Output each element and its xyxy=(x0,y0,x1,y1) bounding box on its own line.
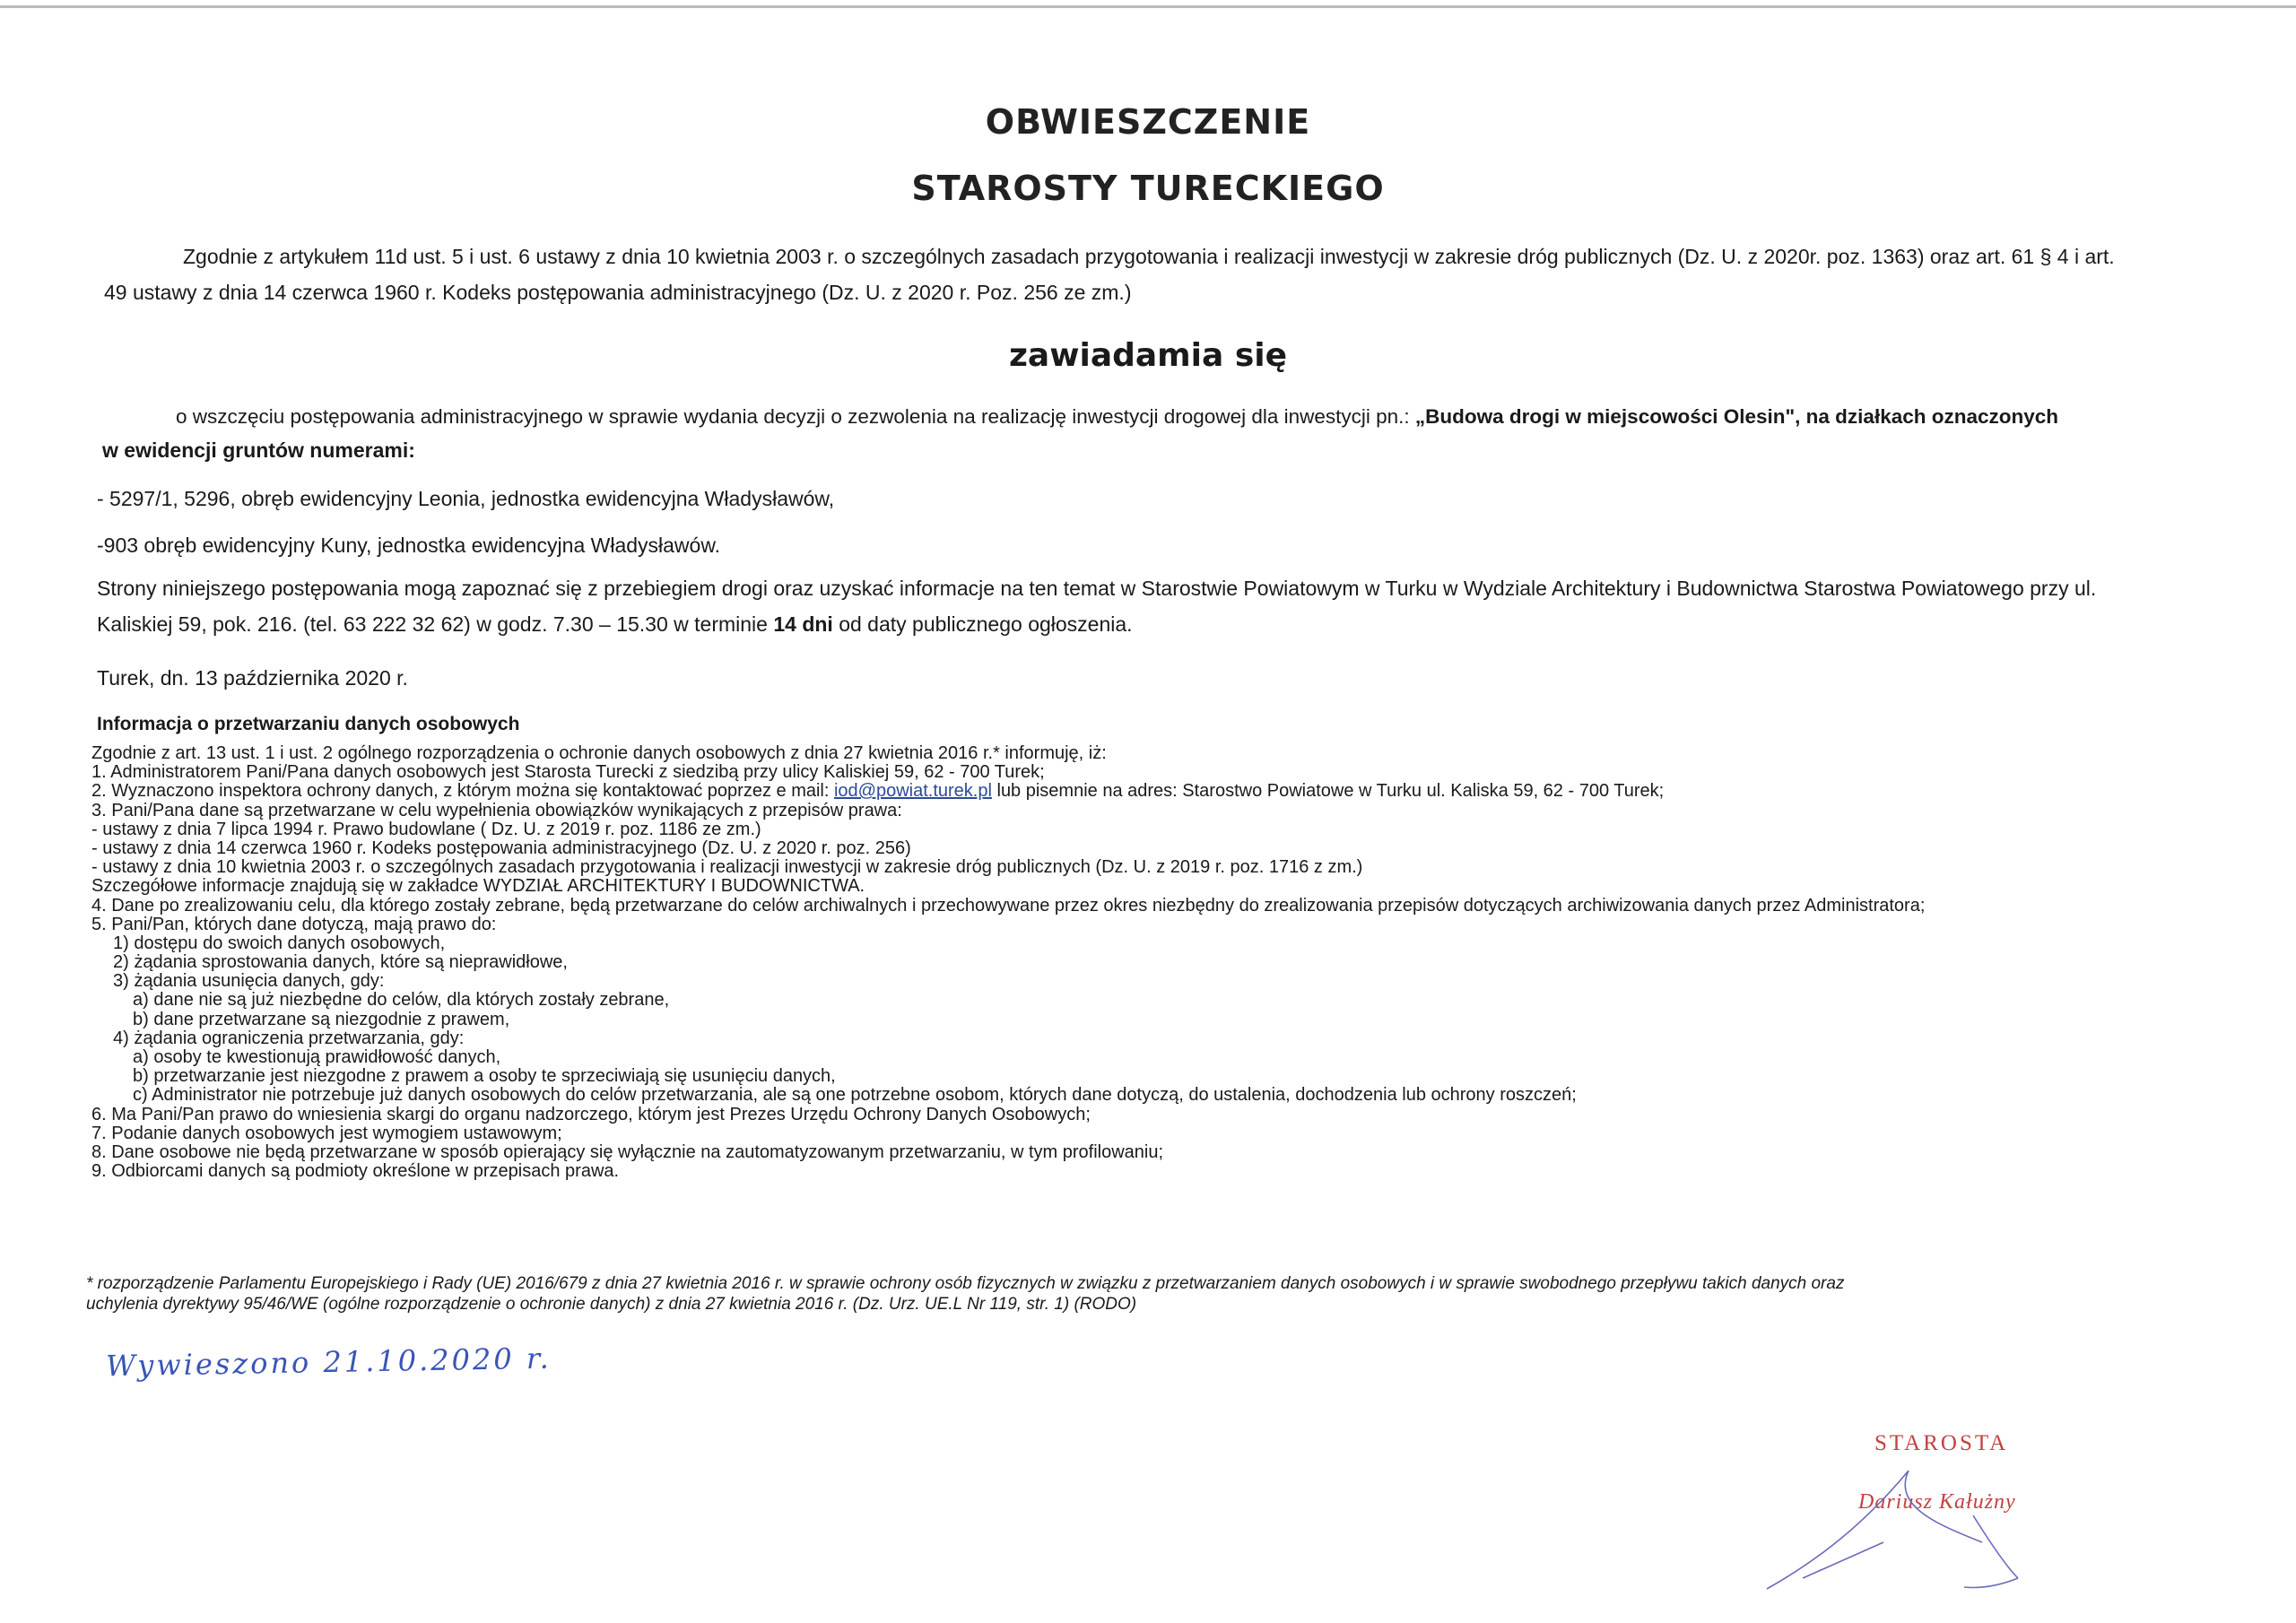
gdpr-line-text: 2. Wyznaczono inspektora ochrony danych, z którym można się kontaktować poprzez e mail: xyxy=(91,781,834,802)
gdpr-line: b) dane przetwarzane są niezgodnie z prawem, xyxy=(133,1009,510,1029)
signature-icon xyxy=(1749,1453,2036,1596)
gdpr-line: - ustawy z dnia 10 kwietnia 2003 r. o szczególnych zasadach przygotowania i realizacji inwestycji w zakresie dróg publicznych (Dz. U. z 2019 r. poz. 1716 z zm.) xyxy=(91,857,1363,878)
footnote-line-2: uchylenia dyrektywy 95/46/WE (ogólne rozporządzenie o ochronie danych) z dnia 27 kwietnia 2016 r. (Dz. Urz. UE.L Nr 119, str. 1) (RODO) xyxy=(86,1295,1137,1314)
gdpr-line: a) dane nie są już niezbędne do celów, dla których zostały zebrane, xyxy=(133,990,670,1011)
gdpr-line: a) osoby te kwestionują prawidłowość danych, xyxy=(133,1047,501,1067)
investment-name: „Budowa drogi w miejscowości Olesin", na działkach oznaczonych xyxy=(1414,405,2058,428)
document-date: Turek, dn. 13 października 2020 r. xyxy=(97,666,408,690)
gdpr-line xyxy=(91,782,1925,801)
gdpr-line: - ustawy z dnia 14 czerwca 1960 r. Kodeks postępowania administracyjnego (Dz. U. z 2020 r. poz. 256) xyxy=(91,838,911,858)
gdpr-line: Zgodnie z art. 13 ust. 1 i ust. 2 ogólnego rozporządzenia o ochronie danych osobowych z dnia 27 kwietnia 2016 r.* informuję, iż: xyxy=(91,743,1107,763)
gdpr-clause xyxy=(91,744,1925,1181)
gdpr-line: c) Administrator nie potrzebuje już danych osobowych do celów przetwarzania, ale są one potrzebne osobom, których dane dotyczą, do ustalenia, dochodzenia lub ochrony roszczeń; xyxy=(133,1085,1577,1106)
gdpr-line-text: lub pisemnie na adres: Starostwo Powiatowe w Turku ul. Kaliska 59, 62 - 700 Turek; xyxy=(991,781,1665,802)
gdpr-line: 1) dostępu do swoich danych osobowych, xyxy=(113,933,446,953)
gdpr-line: 5. Pani/Pan, których dane dotyczą, mają prawo do: xyxy=(91,914,497,934)
gdpr-line: - ustawy z dnia 7 lipca 1994 r. Prawo budowlane ( Dz. U. z 2019 r. poz. 1186 ze zm.) xyxy=(91,819,761,839)
gdpr-line: 8. Dane osobowe nie będą przetwarzane w sposób opierający się wyłącznie na zautomatyzowanym przetwarzaniu, w tym profilowaniu; xyxy=(91,1141,1164,1162)
gdpr-line: 2) żądania sprostowania danych, które są nieprawidłowe, xyxy=(113,952,568,973)
gdpr-title: Informacja o przetwarzaniu danych osobowych xyxy=(97,714,520,734)
page-subtitle: STAROSTY TURECKIEGO xyxy=(911,169,1385,208)
gdpr-line: 6. Ma Pani/Pan prawo do wniesienia skargi do organu nadzorczego, którym jest Prezes Urzędu Ochrony Danych Osobowych; xyxy=(91,1104,1091,1124)
footnote-line-1: * rozporządzenie Parlamentu Europejskiego i Rady (UE) 2016/679 z dnia 27 kwietnia 2016 r. w sprawie ochrony osób fizycznych w związku z przetwarzaniem danych osobowych i w sprawie swobodnego przepływu takich danych oraz xyxy=(86,1274,1845,1293)
body-paragraph-2-line-1: Strony niniejszego postępowania mogą zapoznać się z przebiegiem drogi oraz uzyskać informacje na ten temat w Starostwie Powiatowym w Turku w Wydziale Architektury i Budownictwa Starostwa Powiatowego przy ul. xyxy=(97,577,2097,600)
gdpr-line: 4. Dane po zrealizowaniu celu, dla którego zostały zebrane, będą przetwarzane do celów archiwalnych i przechowywane przez okres niezbędny do zrealizowania przepisów dotyczących archiwizowania danych przez Administratora; xyxy=(91,895,1926,916)
handwritten-posting-note: Wywieszono 21.10.2020 r. xyxy=(105,1341,552,1384)
deadline-suffix: od daty publicznego ogłoszenia. xyxy=(832,612,1133,636)
deadline: 14 dni xyxy=(773,612,833,636)
parcels-line-2: -903 obręb ewidencyjny Kuny, jednostka ewidencyjna Władysławów. xyxy=(97,534,721,557)
body-paragraph-2-line-2 xyxy=(97,610,1133,639)
parcels-intro: w ewidencji gruntów numerami: xyxy=(102,438,415,462)
gdpr-line: 1. Administratorem Pani/Pana danych osobowych jest Starosta Turecki z siedzibą przy ulicy Kaliskiej 59, 62 - 700 Turek; xyxy=(91,762,1045,783)
body-paragraph-1 xyxy=(176,402,2058,431)
email-link[interactable]: iod@powiat.turek.pl xyxy=(833,781,992,802)
body-paragraph-1-text: o wszczęciu postępowania administracyjnego w sprawie wydania decyzji o zezwolenia na realizację inwestycji drogowej dla inwestycji pn.: xyxy=(176,405,1415,428)
stamp-name: Dariusz Kałużny xyxy=(1858,1490,2016,1514)
scan-top-edge xyxy=(0,5,2296,8)
gdpr-line: b) przetwarzanie jest niezgodne z prawem a osoby te sprzeciwiają się usunięciu danych, xyxy=(133,1066,836,1087)
gdpr-line: 9. Odbiorcami danych są podmioty określone w przepisach prawa. xyxy=(91,1161,620,1182)
footnote xyxy=(86,1273,1844,1315)
gdpr-line: 7. Podanie danych osobowych jest wymogiem ustawowym; xyxy=(91,1123,562,1143)
announcement-heading: zawiadamia się xyxy=(1008,337,1288,374)
stamp-title: STAROSTA xyxy=(1874,1431,2009,1455)
parcels-line-1: - 5297/1, 5296, obręb ewidencyjny Leonia, jednostka ewidencyjna Władysławów, xyxy=(97,487,835,510)
gdpr-line: 4) żądania ograniczenia przetwarzania, gdy: xyxy=(113,1028,465,1048)
page-title: OBWIESZCZENIE xyxy=(985,102,1311,142)
gdpr-line: 3) żądania usunięcia danych, gdy: xyxy=(113,971,385,992)
intro-line-1: Zgodnie z artykułem 11d ust. 5 i ust. 6 ustawy z dnia 10 kwietnia 2003 r. o szczególnych zasadach przygotowania i realizacji inwestycji w zakresie dróg publicznych (Dz. U. z 2020r. poz. 1363) oraz art. 61 § 4 i art. xyxy=(183,245,2115,268)
intro-line-2: 49 ustawy z dnia 14 czerwca 1960 r. Kodeks postępowania administracyjnego (Dz. U. z 2020 r. Poz. 256 ze zm.) xyxy=(104,281,1132,304)
gdpr-line: 3. Pani/Pana dane są przetwarzane w celu wypełnienia obowiązków wynikających z przepisów prawa: xyxy=(91,800,902,820)
contact-details: Kaliskiej 59, pok. 216. (tel. 63 222 32 62) w godz. 7.30 – 15.30 w terminie xyxy=(97,612,774,636)
gdpr-line: Szczegółowe informacje znajdują się w zakładce WYDZIAŁ ARCHITEKTURY I BUDOWNICTWA. xyxy=(91,876,865,897)
